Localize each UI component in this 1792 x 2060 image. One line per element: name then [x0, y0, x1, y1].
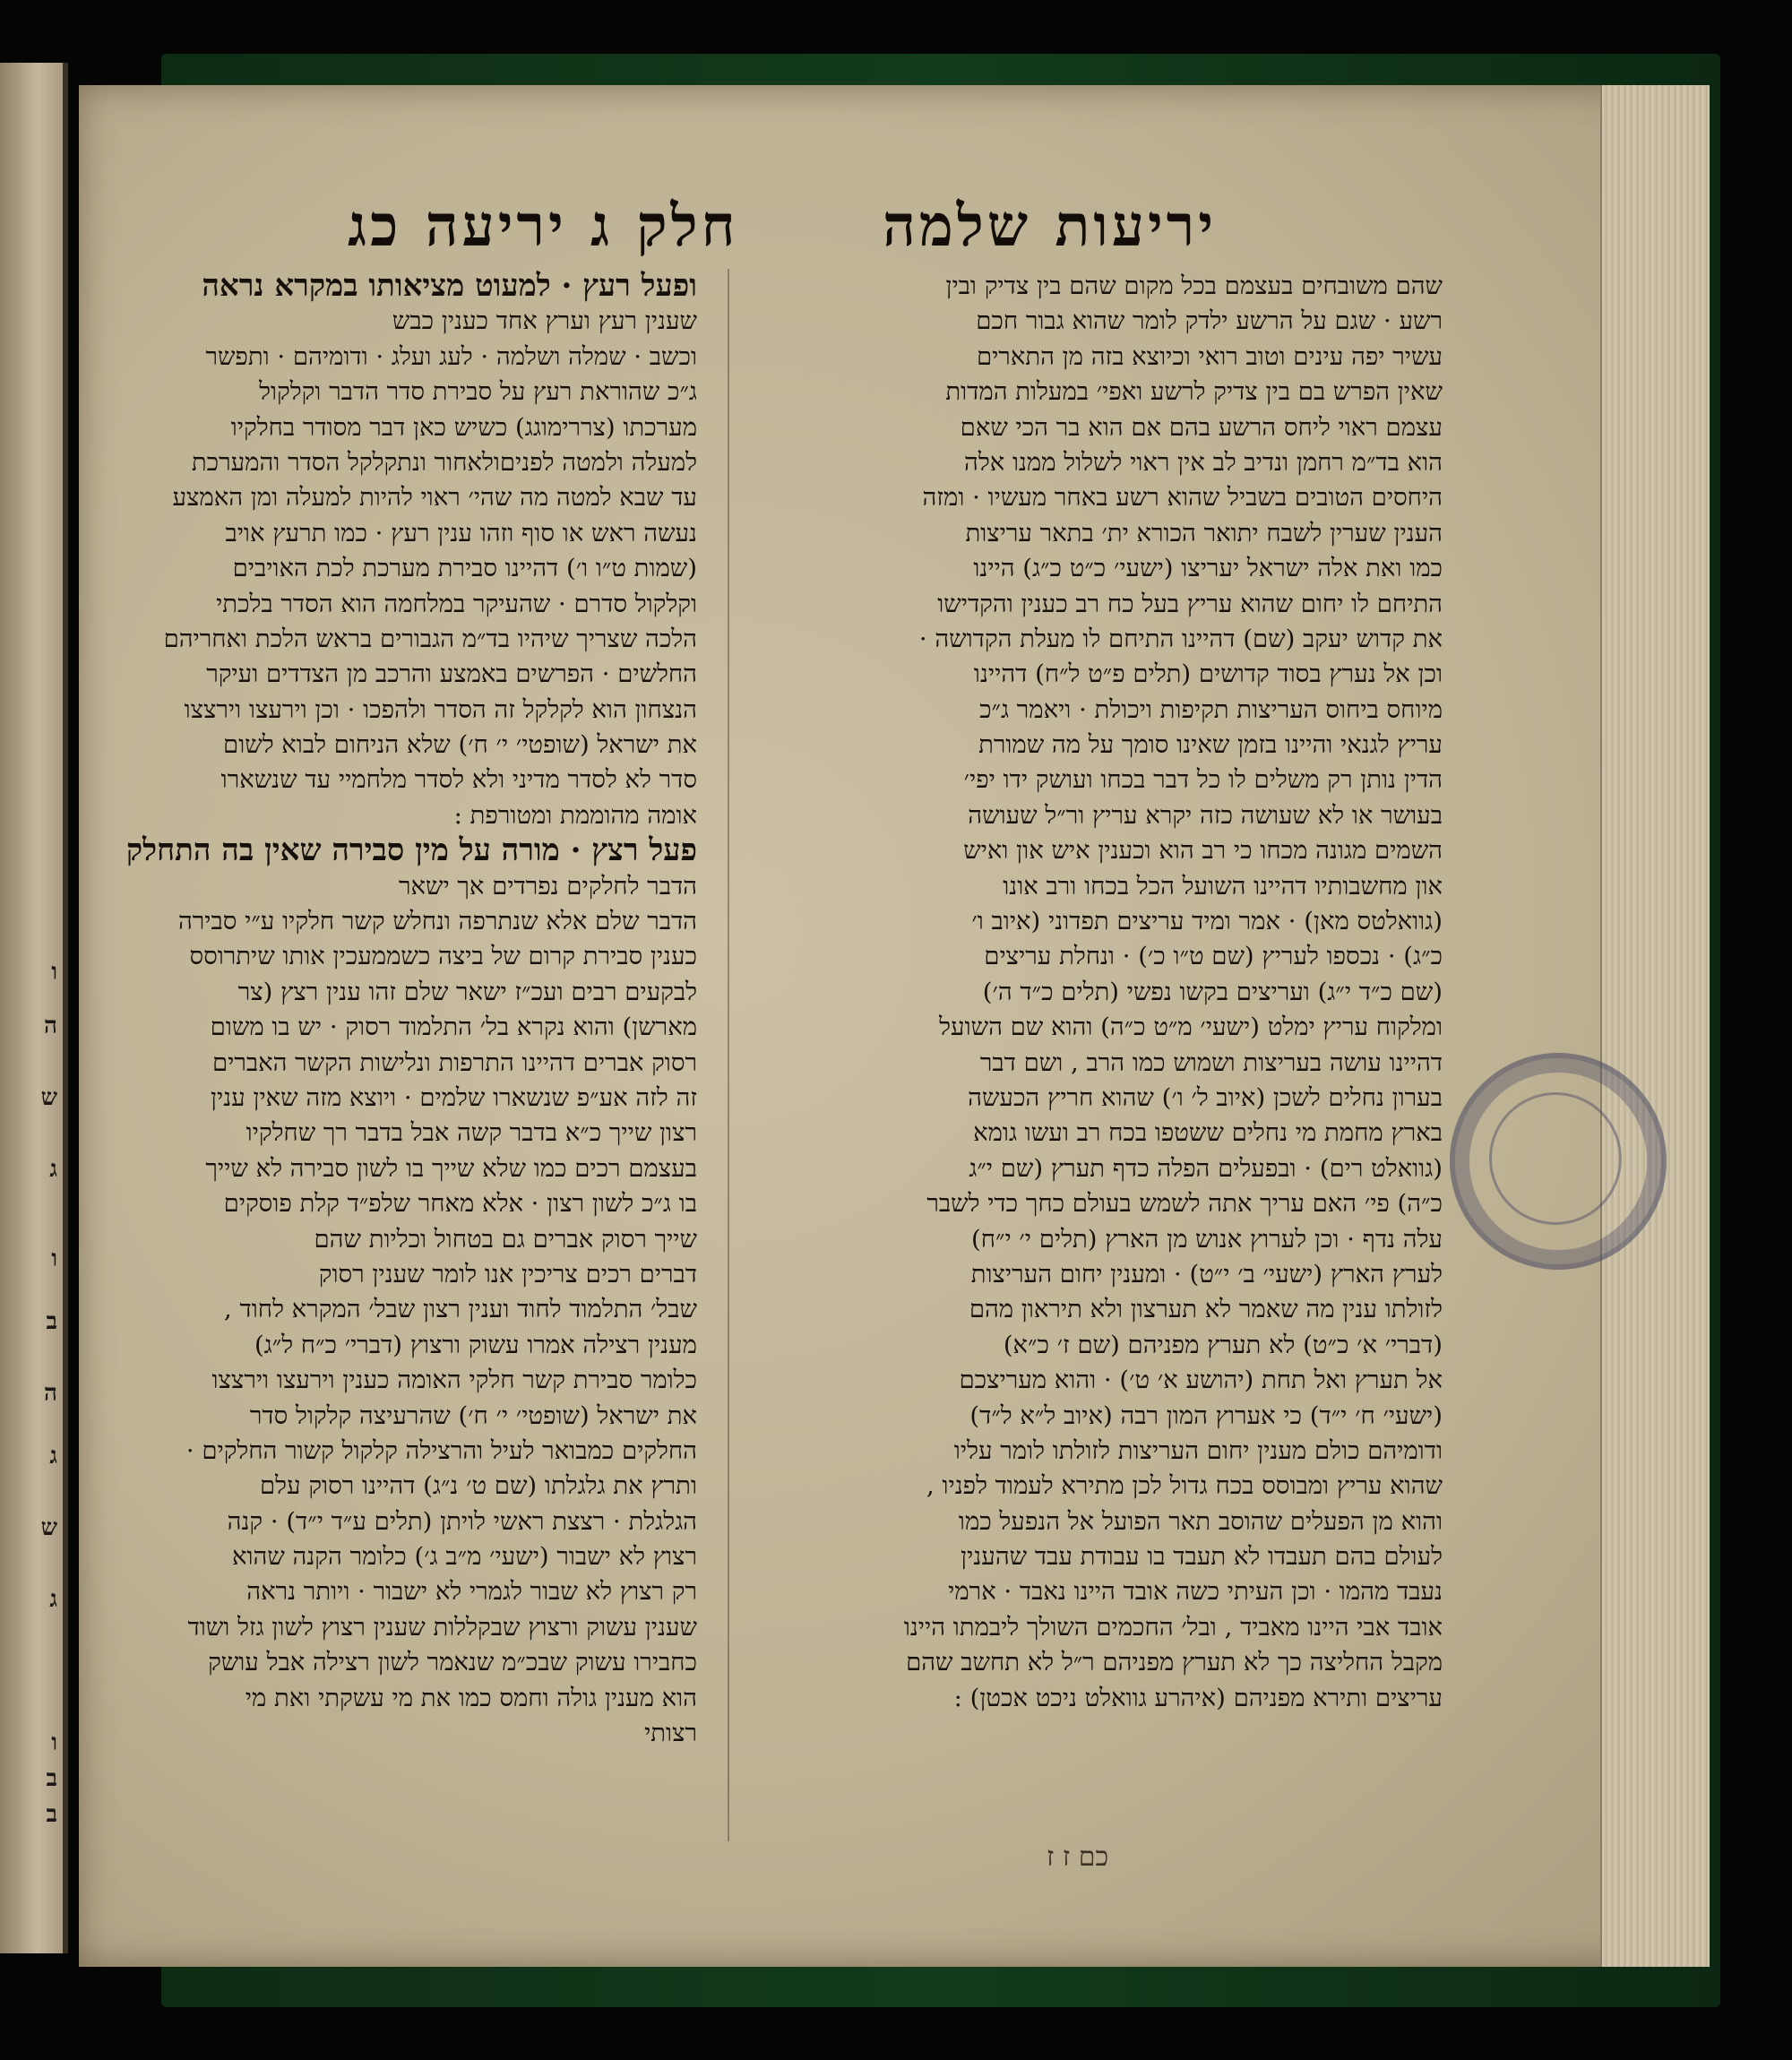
running-head-section: חלק ג יריעה כג [348, 193, 739, 260]
text-line: כמו ואת אלה ישראל יעריצו (ישעי׳ כ״ט כ״ג) היינו [973, 554, 1443, 583]
text-line: השמים מגונה מכחו כי רב הוא וכענין איש און ואיש [963, 836, 1443, 866]
text-line: (ישעי׳ ח׳ י״ד) כי אערוץ המון רבה (איוב ל״א ל״ד) [969, 1401, 1443, 1430]
text-line: שבל׳ התלמוד לחוד וענין רצון שבל׳ המקרא לחוד , [224, 1295, 697, 1324]
text-line: וכשב · שמלה ושלמה · לעג ועלג · ודומיהם · ותפשר [205, 341, 697, 371]
text-line: זה לזה אע״פ שנשארו שלמים · ויוצא מזה שאין ענין [210, 1082, 697, 1112]
text-line: הדבר שלם אלא שנתרפה ונחלש קשר חלקיו ע״י סבירה [177, 907, 697, 936]
text-line: הוא מענין גולה וחמס כמו את מי עשקתי ואת מי [245, 1683, 697, 1712]
edge-letter: ב [46, 1765, 57, 1792]
text-line: כ״ג) · נכספו לעריץ (שם ט״ו כ׳) · ונחלת עריצים [984, 942, 1443, 971]
text-line: את ישראל (שופטי׳ י׳ ח׳) שלא הניחום לבוא לשום [223, 730, 697, 760]
text-line: שהם משובחים בעצמם בכל מקום שהם בין צדיק ובין [945, 272, 1443, 300]
text-line: וכן אל נערץ בסוד קדושים (תלים פ״ט ל״ח) דהיינו [973, 659, 1443, 689]
text-line: רצון שייך כ״א בדבר קשה אבל בדבר רך שחלקיו [246, 1118, 697, 1148]
library-stamp [1450, 1053, 1667, 1270]
text-line: ומלקוח עריץ ימלט (ישעי׳ מ״ט כ״ה) והוא שם השועל [939, 1013, 1443, 1042]
text-line: (שמות ט״ו ו׳) דהיינו סבירת מערכת לכת האויבים [232, 554, 697, 583]
edge-letter: ה [44, 1380, 57, 1407]
page-edges [1600, 85, 1710, 1967]
text-line: ג״כ שהוראת רעץ על סבירת סדר הדבר וקלקול [259, 377, 697, 407]
text-line: לעולם בהם תעבדו לא תעבד בו עבודת עבד שהענין [961, 1542, 1443, 1572]
edge-letter: ג [49, 1443, 57, 1470]
edge-letter: ה [44, 1013, 57, 1039]
text-line: עשיר יפה עינים וטוב רואי וכיוצא בזה מן התארים [976, 341, 1443, 371]
text-line: הנצחון הוא לקלקל זה הסדר ולהפכו · וכן וירעצו וירצצו [184, 694, 697, 724]
text-line: רצוץ לא ישבור (ישעי׳ מ״ב ג׳) כלומר הקנה שהוא [231, 1542, 697, 1572]
text-line: אל תערץ ואל תחת (יהושע א׳ ט׳) · והוא מעריצכם [959, 1366, 1443, 1395]
text-line: פעל רצץ · מורה על מין סבירה שאין בה התחלק [125, 833, 697, 869]
text-line: שייך רסוק אברים גם בטחול וכליות שהם [314, 1224, 697, 1254]
text-line: (גוואלטס מאן) · אמר ומיד עריצים תפדוני (איוב ו׳ [971, 907, 1443, 936]
text-line: כלומר סבירת קשר חלקי האומה כענין וירעצו וירצצו [211, 1366, 697, 1395]
edge-letter: ב [46, 1801, 57, 1828]
text-line: עריצים ותירא מפניהם (איהרע גוואלט ניכט אכטן) : [953, 1683, 1443, 1712]
library-stamp-inner-ring [1489, 1092, 1622, 1225]
text-line: והוא מן הפעלים שהוסב תאר הפועל אל הנפעל כמו [958, 1506, 1443, 1536]
text-line: כענין סבירת קרום של ביצה כשממעכין אותו שיתרוסס [189, 942, 697, 971]
edge-letter: ו [51, 1245, 57, 1272]
text-line: בעושר או לא שעושה כזה יקרא עריץ ור״ל שעושה [968, 800, 1443, 830]
text-line: שענין רעץ וערץ אחד כענין כבש [392, 306, 697, 336]
text-line: בארץ מחמת מי נחלים ששטפו בכח רב ועשו גומא [973, 1118, 1443, 1148]
text-line: החלשים · הפרשים באמצע והרכב מן הצדדים ועיקר [206, 659, 697, 689]
text-line: נעשה ראש או סוף וזהו ענין רעץ · כמו תרעץ אויב [225, 518, 697, 547]
text-line: בעצמם רכים כמו שלא שייך בו לשון סבירה לא שייך [205, 1153, 697, 1183]
text-line: אובד אבי היינו מאביד , ובל׳ החכמים השולך ליבמתו היינו [903, 1612, 1443, 1642]
text-line: נעבד מהמו · וכן העיתי כשה אובד היינו נאבד · ארמי [948, 1577, 1443, 1607]
text-line: את ישראל (שופטי׳ י׳ ח׳) שהרעיצה קלקול סדר [249, 1401, 697, 1430]
text-line: הדין נותן רק משלים לו כל דבר בכחו ועושק ידו יפי׳ [963, 765, 1443, 795]
facing-page-edge [0, 63, 68, 1953]
text-line: (שם כ״ד י״ג) ועריצים בקשו נפשי (תלים כ״ד ה׳) [982, 977, 1443, 1006]
edge-letter: ו [51, 1729, 57, 1756]
running-head-title: יריעות שלמה [883, 193, 1217, 260]
text-line: לזולתו ענין מה שאמר לא תערצון ולא תיראון מהם [969, 1295, 1443, 1324]
text-line: רצותי [644, 1719, 697, 1748]
text-line: דברים רכים צריכין אנו לומר שענין רסוק [318, 1259, 697, 1289]
text-line: וקלקול סדרם · שהעיקר במלחמה הוא הסדר בלכתי [216, 589, 697, 618]
book-page [79, 85, 1710, 1967]
text-line: דהיינו עושה בעריצות ושמוש כמו הרב , ושם דבר [979, 1047, 1443, 1077]
text-line: מערכתו (צררימוגג) כשיש כאן דבר מסודר בחלקיו [230, 412, 697, 442]
text-line: הענין שערין לשבח יתואר הכורא ית׳ בתאר עריצות [965, 518, 1443, 547]
text-line: היחסים הטובים בשביל שהוא רשע באחר מעשיו · ומזה [922, 483, 1443, 513]
text-line: שאין הפרש בם בין צדיק לרשע ואפי׳ במעלות המדות [945, 377, 1443, 407]
text-column-right [753, 269, 1443, 1716]
edge-letter: ש [40, 1514, 57, 1541]
text-line: ותרץ את גלגלתו (שם ט׳ נ״ג) דהיינו רסוק עלם [260, 1471, 697, 1501]
text-line: את קדוש יעקב (שם) דהיינו התיחם לו מעלת הקדושה · [918, 624, 1443, 653]
text-line: כחבירו עשוק שבכ״מ שנאמר לשון רצילה אבל עושק [208, 1648, 697, 1677]
text-line: (גוואלט רים) · ובפעלים הפלה כדף תערץ (שם י״ג [969, 1153, 1443, 1183]
text-line: ופעל רעץ · למעוט מציאותו במקרא נראה [202, 269, 697, 304]
text-line: עד שבא למטה מה שהי׳ ראוי להיות למעלה ומן האמצע [172, 483, 697, 513]
text-line: מענין רצילה אמרו עשוק ורצוץ (דברי׳ כ״ח ל״ג) [254, 1330, 697, 1359]
text-line: עריץ לגנאי והיינו בזמן שאינו סומך על מה שמורת [978, 730, 1443, 760]
text-line: כ״ה) פי׳ האם עריך אתה לשמש בעולם כחך כדי לשבר [926, 1189, 1443, 1219]
text-line: הגלגלת · רצצת ראשי לויתן (תלים ע״ד י״ד) · קנה [227, 1506, 697, 1536]
text-line: שהוא עריץ ומבוסס בכח גדול לכן מתירא לעמוד לפניו , [926, 1471, 1443, 1501]
text-column-left [115, 269, 697, 1751]
text-line: און מחשבותיו דהיינו השועל הכל בכחו ורב אונו [1003, 871, 1443, 901]
text-line: לבקעים רבים ועכ״ז ישאר שלם זהו ענין רצץ (צר [237, 977, 697, 1006]
text-line: החלקים כמבואר לעיל והרצילה קלקול קשור החלקים · [185, 1435, 697, 1465]
edge-letter: ג [49, 1586, 57, 1613]
edge-letter: ש [40, 1084, 57, 1111]
text-line: רסוק אברים דהיינו התרפות ונלישות הקשר האברים [211, 1047, 697, 1077]
page-footer-marks: כם ז ז [1047, 1841, 1109, 1873]
text-line: בו ג״כ לשון רצון · אלא מאחר שלפ״ד קלת פוסקים [223, 1189, 697, 1219]
text-line: לערץ הארץ (ישעי׳ ב׳ י״ט) · ומענין יחום העריצות [970, 1259, 1443, 1289]
text-line: הלכה שצריך שיהיו בד״מ הגבורים בראש הלכת ואחריהם [163, 624, 697, 653]
text-line: (דברי׳ א׳ כ״ט) לא תערץ מפניהם (שם ז׳ כ״א) [1003, 1330, 1443, 1359]
text-line: הדבר לחלקים נפרדים אך ישאר [398, 871, 697, 901]
edge-letter: ב [46, 1308, 57, 1335]
text-line: אומה מהוממת ומטורפת : [453, 800, 697, 830]
text-line: התיחם לו יחום שהוא עריץ בעל כח רב כענין והקדישו [937, 589, 1443, 618]
text-line: בערון נחלים לשכן (איוב ל׳ ו׳) שהוא חריץ הכעשה [968, 1082, 1443, 1112]
edge-letter: ג [49, 1156, 57, 1183]
text-line: רשע · שגם על הרשע ילדק לומר שהוא גבור חכם [976, 306, 1443, 336]
text-line: הוא בד״מ רחמן ונדיב לב אין ראוי לשלול ממנו אלה [964, 447, 1443, 477]
column-divider [728, 269, 729, 1841]
text-line: למעלה ולמטה לפניםולאחור ונתקלקל הסדר והמערכת [191, 447, 697, 477]
text-line: מארשן) והוא נקרא בל׳ התלמוד רסוק · יש בו משום [210, 1013, 697, 1042]
text-line: רק רצוץ לא שבור לגמרי לא ישבור · ויותר נראה [246, 1577, 697, 1607]
edge-letter: ו [51, 959, 57, 986]
text-line: שענין עשוק ורצוץ שבקללות שענין רצוץ לשון גזל ושוד [187, 1612, 697, 1642]
text-line: מיוחס ביחוס העריצות תקיפות ויכולת · ויאמר ג״כ [979, 694, 1443, 724]
text-line: מקבל החליצה כך לא תערץ מפניהם ר״ל לא תחשב שהם [906, 1648, 1443, 1677]
text-line: עלה נדף · וכן לערוץ אנוש מן הארץ (תלים י׳ י״ח) [971, 1224, 1443, 1254]
text-line: עצמם ראוי ליחס הרשע בהם אם הוא בר הכי שאם [960, 412, 1443, 442]
text-line: ודומיהם כולם מענין יחום העריצות לזולתו לומר עליו [953, 1435, 1443, 1465]
text-line: סדר לא לסדר מדיני ולא לסדר מלחמיי עד שנשארו [220, 765, 697, 795]
